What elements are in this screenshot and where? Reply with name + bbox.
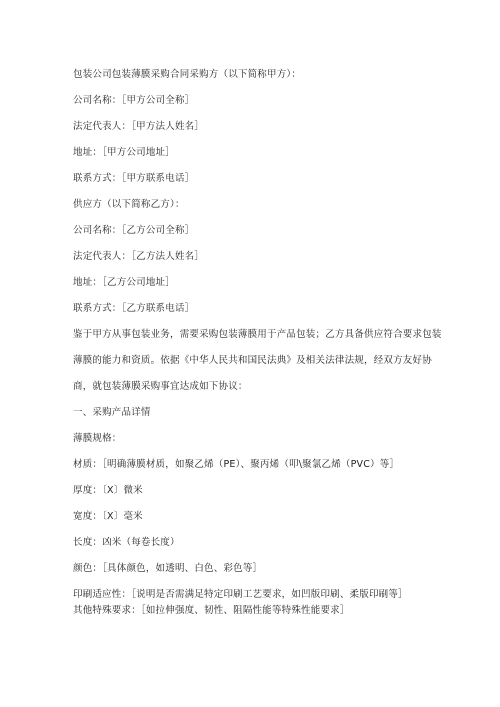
spec-color: 颜色：［具体颜色，如透明、白色、彩色等］ <box>73 563 263 574</box>
spec-width: 宽度：〔X〕毫米 <box>73 511 143 522</box>
buyer-contact: 联系方式：［甲方联系电话］ <box>73 173 195 184</box>
supplier-heading: 供应方（以下简称乙方）： <box>73 199 185 210</box>
preamble-paragraph <box>73 326 443 404</box>
spec-material: 材质：［明确薄膜材质，如聚乙烯（PE）、聚丙烯（叩\聚氯乙烯（PVC）等］ <box>73 459 400 470</box>
spec-thickness: 厚度：〔X〕微米 <box>73 485 143 496</box>
buyer-address: 地址：［甲方公司地址］ <box>73 147 175 158</box>
buyer-company-name: 公司名称：［甲方公司全称］ <box>73 95 195 106</box>
spec-special-requirements: 其他特殊要求：［如拉伸强度、韧性、阻隔性能等特殊性能要求］ <box>73 605 350 616</box>
preamble-line: 薄膜的能力和资质。依据《中华人民共和国民法典》及相关法律法规，经双方友好协 <box>73 355 432 366</box>
supplier-address: 地址：［乙方公司地址］ <box>73 277 175 288</box>
contract-body <box>73 66 443 628</box>
film-spec-heading: 薄膜规格： <box>73 433 122 444</box>
supplier-legal-rep: 法定代表人：［乙方法人姓名］ <box>73 251 205 262</box>
spec-length: 长度：凶米（每卷长度） <box>73 537 180 548</box>
spec-printability: 印刷适应性：［说明是否需满足特定印刷工艺要求，如凹版印刷、柔版印刷等］ <box>73 589 408 600</box>
supplier-contact: 联系方式：［乙方联系电话］ <box>73 303 195 314</box>
preamble-line: 商，就包装薄膜采购事宜达成如下协议： <box>73 381 248 392</box>
contract-intro: 包装公司包装薄膜采购合同采购方（以下简称甲方）： <box>73 69 302 80</box>
buyer-legal-rep: 法定代表人：［甲方法人姓名］ <box>73 121 205 132</box>
section-heading-product-details: 一、采购产品详情 <box>73 407 151 418</box>
supplier-company-name: 公司名称：［乙方公司全称］ <box>73 225 195 236</box>
preamble-line: 鉴于甲方从事包装业务，需要采购包装薄膜用于产品包装；乙方具备供应符合要求包装 <box>73 329 442 340</box>
